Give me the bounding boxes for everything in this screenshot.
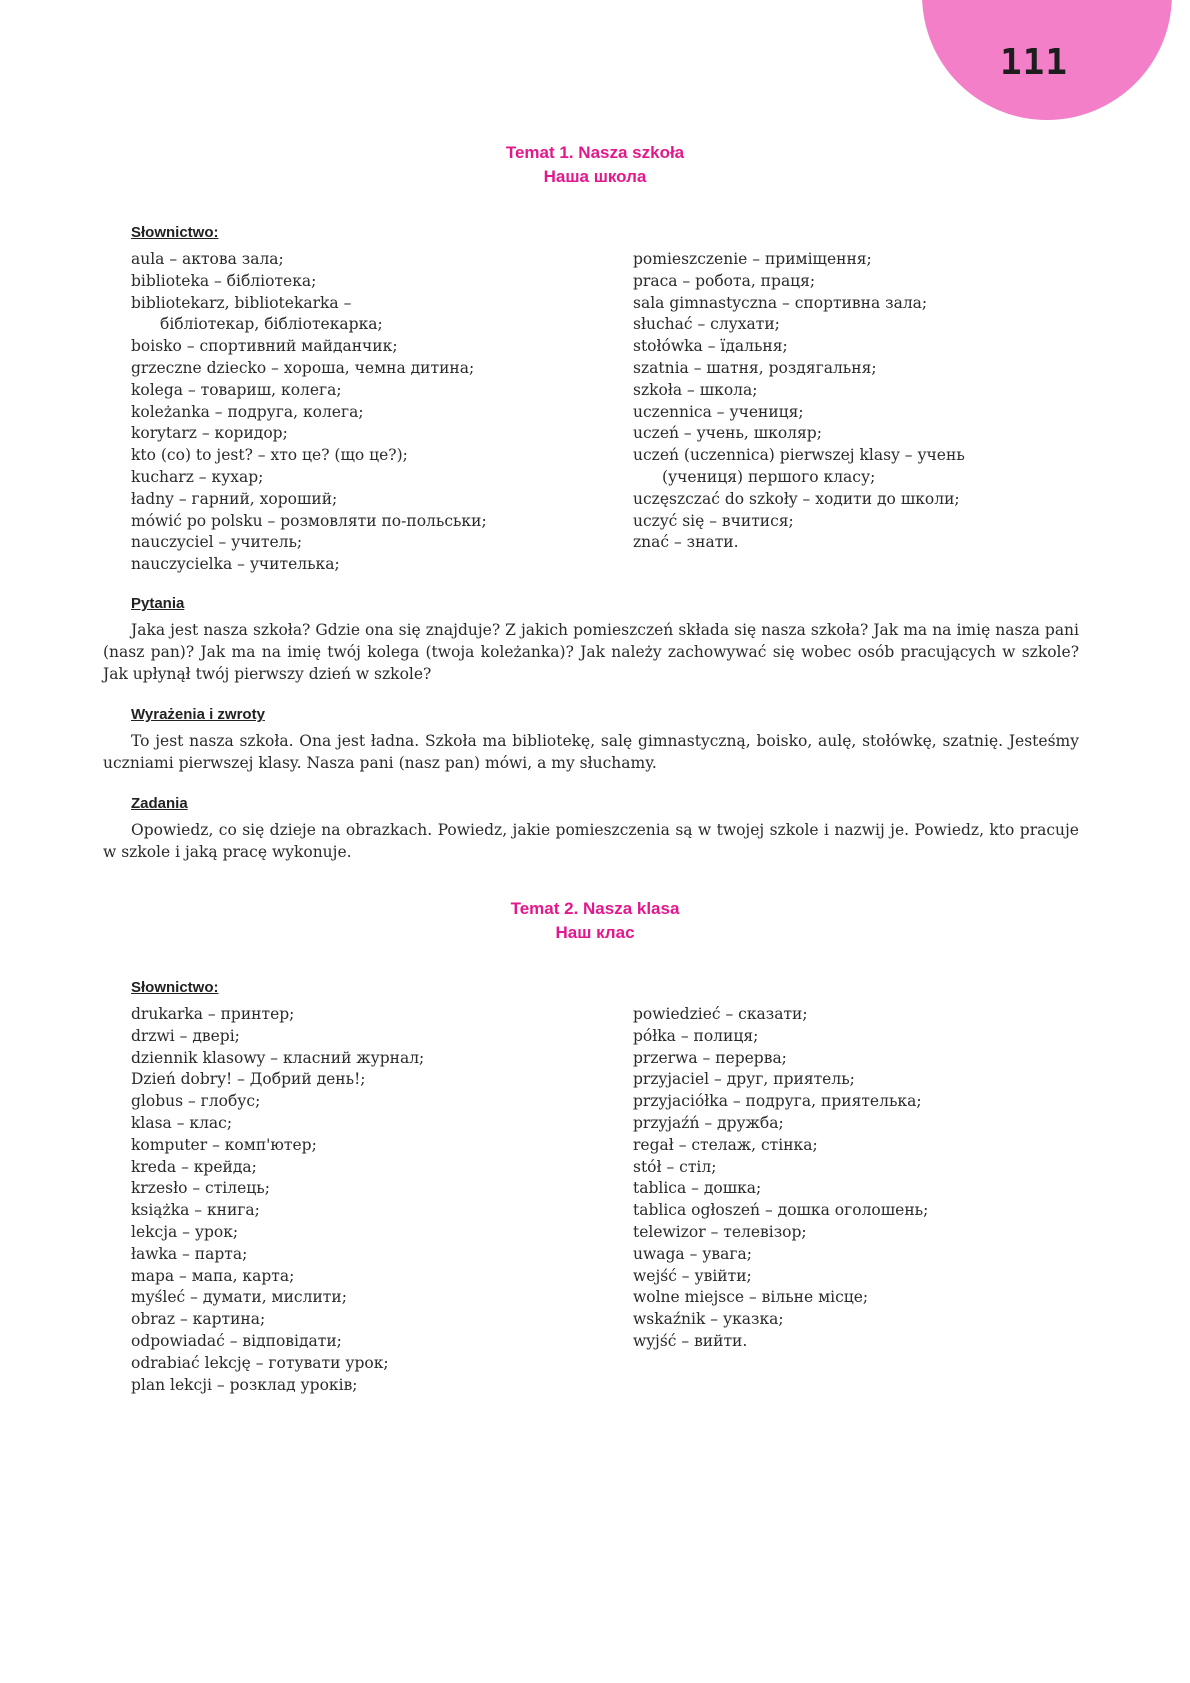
vocab-entry: kto (co) to jest? – хто це? (що це?); [131, 446, 408, 465]
topic2-vocab-right [633, 1004, 928, 1353]
vocab-entry: ławka – парта; [131, 1244, 248, 1263]
vocab-entry: wolne miejsce – вільне місце; [633, 1288, 869, 1307]
vocab-entry: przerwa – перерва; [633, 1048, 787, 1067]
vocab-entry: myśleć – думати, мислити; [131, 1288, 347, 1307]
vocab-entry: uczeń – учень, школяр; [633, 424, 822, 443]
vocab-entry: uczyć się – вчитися; [633, 511, 794, 530]
vocab-entry: książka – книга; [131, 1201, 260, 1220]
vocab-entry: znać – знати. [633, 533, 739, 552]
vocab-entry: plan lekcji – розклад уроків; [131, 1375, 358, 1394]
vocab-entry: dziennik klasowy – класний журнал; [131, 1048, 425, 1067]
vocab-entry: nauczycielka – учителька; [131, 555, 340, 574]
topic2-title: Temat 2. Nasza klasa [510, 899, 680, 918]
topic1-tasks-text: Opowiedz, co się dzieje na obrazkach. Powiedz, jakie pomieszczenia są w twojej szkole i nazwij je. Powiedz, kto pracuje w szkole i jaką pracę wykonuje. [103, 821, 1079, 861]
vocab-entry: aula – актова зала; [131, 250, 284, 268]
vocab-entry: tablica – дошка; [633, 1179, 762, 1198]
topic2-vocab-left [131, 1004, 424, 1396]
vocab-entry: kreda – крейда; [131, 1157, 257, 1176]
vocab-entry: odrabiać lekcję – готувати урок; [131, 1353, 389, 1372]
vocab-entry: uczennica – учениця; [633, 402, 804, 421]
vocab-entry: stołówka – їдальня; [633, 337, 788, 356]
vocab-entry: klasa – клас; [131, 1113, 233, 1132]
vocab-entry: pomieszczenie – приміщення; [633, 250, 872, 268]
vocab-entry: stół – стіл; [633, 1157, 717, 1176]
vocab-entry: бібліотекар, бібліотекарка; [160, 315, 383, 334]
vocab-entry: obraz – картина; [131, 1310, 266, 1329]
vocab-entry: telewizor – телевізор; [633, 1222, 807, 1241]
vocab-entry: przyjaźń – дружба; [633, 1113, 784, 1132]
topic1-title: Temat 1. Nasza szkoła [505, 143, 685, 162]
vocab-entry: przyjaciel – друг, приятель; [633, 1070, 855, 1089]
vocab-entry: wyjść – вийти. [633, 1331, 748, 1350]
vocab-entry: powiedzieć – сказати; [633, 1005, 808, 1023]
topic1-vocab-label: Słownictwo: [131, 224, 219, 241]
vocab-entry: uczęszczać do szkoły – ходити до школи; [633, 489, 960, 508]
vocab-entry: kucharz – кухар; [131, 467, 264, 486]
topic1-questions-text: Jaka jest nasza szkoła? Gdzie ona się znajduje? Z jakich pomieszczeń składa się nasza szkoła? Jak ma na imię nasza pani (nasz pan)? Jak ma na imię twój kolega (twoja koleżanka)? Jak należy zachowywać się wobec osób pracujących w szkole? Jak upłynął twój pierwszy dzień w szkole? [103, 621, 1079, 683]
page-number: 111 [1000, 42, 1069, 83]
vocab-entry: przyjaciółka – подруга, приятелька; [633, 1092, 922, 1111]
vocab-entry: uczeń (uczennica) pierwszej klasy – учень [633, 446, 965, 465]
topic1-subtitle: Наша школа [543, 167, 647, 186]
vocab-entry: mówić po polsku – розмовляти по-польськи; [131, 511, 487, 530]
vocab-entry: drzwi – двері; [131, 1026, 240, 1045]
vocab-entry: regał – стелаж, стінка; [633, 1135, 818, 1154]
vocab-entry: grzeczne dziecko – хороша, чемна дитина; [131, 358, 475, 377]
topic1-vocab-left [131, 249, 487, 576]
vocab-entry: bibliotekarz, bibliotekarka – [131, 293, 352, 312]
vocab-entry: Dzień dobry! – Добрий день!; [131, 1070, 366, 1089]
vocab-entry: biblioteka – бібліотека; [131, 271, 317, 290]
vocab-entry: kolega – товариш, колега; [131, 380, 342, 399]
vocab-entry: tablica ogłoszeń – дошка оголошень; [633, 1201, 929, 1220]
vocab-entry: uwaga – увага; [633, 1244, 752, 1263]
vocab-entry: korytarz – коридор; [131, 424, 288, 443]
vocab-entry: mapa – мапа, карта; [131, 1266, 295, 1285]
vocab-entry: drukarka – принтер; [131, 1005, 295, 1023]
vocab-entry: półka – полиця; [633, 1026, 759, 1045]
topic1-phrases-text: To jest nasza szkoła. Ona jest ładna. Szkoła ma bibliotekę, salę gimnastyczną, boisko, aulę, stołówkę, szatnię. Jesteśmy uczniami pierwszej klasy. Nasza pani (nasz pan) mówi, a my słuchamy. [103, 732, 1079, 772]
topic1-phrases-label: Wyrażenia i zwroty [131, 706, 265, 723]
vocab-entry: globus – глобус; [131, 1092, 261, 1111]
vocab-entry: praca – робота, праця; [633, 271, 816, 290]
vocab-entry: lekcja – урок; [131, 1222, 239, 1241]
vocab-entry: (учениця) першого класу; [662, 467, 876, 486]
topic1-tasks-label: Zadania [131, 795, 188, 812]
vocab-entry: słuchać – слухати; [633, 315, 780, 334]
topic1-vocab-right [633, 249, 965, 554]
vocab-entry: odpowiadać – відповідати; [131, 1331, 342, 1350]
vocab-entry: wskaźnik – указка; [633, 1310, 784, 1329]
topic2-subtitle: Наш клас [555, 923, 635, 942]
vocab-entry: nauczyciel – учитель; [131, 533, 303, 552]
vocab-entry: ładny – гарний, хороший; [131, 489, 338, 508]
vocab-entry: sala gimnastyczna – спортивна зала; [633, 293, 928, 312]
topic1-questions-label: Pytania [131, 595, 185, 612]
vocab-entry: wejść – увійти; [633, 1266, 752, 1285]
vocab-entry: krzesło – стілець; [131, 1179, 270, 1198]
vocab-entry: szkoła – школа; [633, 380, 758, 399]
vocab-entry: komputer – комп'ютер; [131, 1135, 317, 1154]
vocab-entry: szatnia – шатня, роздягальня; [633, 358, 877, 377]
vocab-entry: boisko – спортивний майданчик; [131, 337, 398, 356]
topic2-vocab-label: Słownictwo: [131, 979, 219, 996]
vocab-entry: koleżanka – подруга, колега; [131, 402, 364, 421]
